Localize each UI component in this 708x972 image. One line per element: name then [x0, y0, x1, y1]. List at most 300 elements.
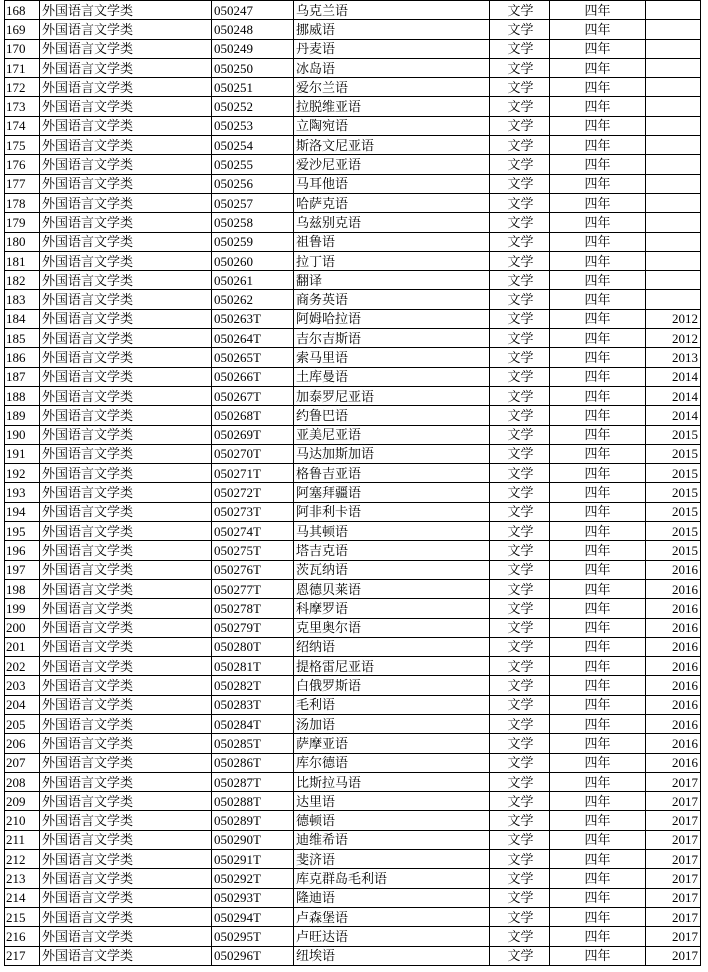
major-name-cell: 白俄罗斯语: [294, 676, 490, 695]
degree-cell: 文学: [490, 329, 550, 348]
duration-cell: 四年: [550, 174, 646, 193]
degree-cell: 文学: [490, 213, 550, 232]
table-row: [5, 657, 701, 676]
major-code-cell: 050287T: [212, 772, 294, 791]
major-code-cell: 050261: [212, 271, 294, 290]
table-row: [5, 58, 701, 77]
year-added-cell: [646, 193, 701, 212]
table-row: [5, 541, 701, 560]
category-cell: 外国语言文学类: [40, 116, 212, 135]
major-name-cell: 卢森堡语: [294, 907, 490, 926]
table-row: [5, 367, 701, 386]
table-row: [5, 850, 701, 869]
degree-cell: 文学: [490, 425, 550, 444]
table-row: [5, 714, 701, 733]
category-cell: 外国语言文学类: [40, 39, 212, 58]
row-number: 171: [5, 58, 40, 77]
row-number: 182: [5, 271, 40, 290]
table-row: [5, 830, 701, 849]
major-code-cell: 050276T: [212, 560, 294, 579]
row-number: 174: [5, 116, 40, 135]
category-cell: 外国语言文学类: [40, 811, 212, 830]
category-cell: 外国语言文学类: [40, 20, 212, 39]
duration-cell: 四年: [550, 367, 646, 386]
major-name-cell: 土库曼语: [294, 367, 490, 386]
table-row: [5, 193, 701, 212]
degree-cell: 文学: [490, 1, 550, 20]
category-cell: 外国语言文学类: [40, 850, 212, 869]
year-added-cell: [646, 290, 701, 309]
category-cell: 外国语言文学类: [40, 425, 212, 444]
category-cell: 外国语言文学类: [40, 251, 212, 270]
category-cell: 外国语言文学类: [40, 907, 212, 926]
degree-cell: 文学: [490, 271, 550, 290]
category-cell: 外国语言文学类: [40, 232, 212, 251]
year-added-cell: [646, 271, 701, 290]
category-cell: 外国语言文学类: [40, 618, 212, 637]
table-row: [5, 734, 701, 753]
major-name-cell: 拉脱维亚语: [294, 97, 490, 116]
degree-cell: 文学: [490, 78, 550, 97]
major-catalog-table: [4, 0, 701, 966]
major-code-cell: 050268T: [212, 406, 294, 425]
degree-cell: 文学: [490, 464, 550, 483]
major-name-cell: 马达加斯加语: [294, 444, 490, 463]
major-code-cell: 050254: [212, 136, 294, 155]
table-row: [5, 136, 701, 155]
major-code-cell: 050271T: [212, 464, 294, 483]
major-name-cell: 库克群岛毛利语: [294, 869, 490, 888]
duration-cell: 四年: [550, 78, 646, 97]
row-number: 195: [5, 522, 40, 541]
major-name-cell: 茨瓦纳语: [294, 560, 490, 579]
year-added-cell: 2017: [646, 830, 701, 849]
table-row: [5, 560, 701, 579]
row-number: 188: [5, 386, 40, 405]
category-cell: 外国语言文学类: [40, 367, 212, 386]
table-row: [5, 888, 701, 907]
duration-cell: 四年: [550, 637, 646, 656]
year-added-cell: 2016: [646, 676, 701, 695]
row-number: 176: [5, 155, 40, 174]
table-row: [5, 464, 701, 483]
year-added-cell: [646, 1, 701, 20]
year-added-cell: [646, 136, 701, 155]
degree-cell: 文学: [490, 39, 550, 58]
row-number: 205: [5, 714, 40, 733]
table-row: [5, 290, 701, 309]
year-added-cell: [646, 58, 701, 77]
degree-cell: 文学: [490, 97, 550, 116]
row-number: 187: [5, 367, 40, 386]
year-added-cell: 2016: [646, 618, 701, 637]
duration-cell: 四年: [550, 753, 646, 772]
year-added-cell: [646, 251, 701, 270]
category-cell: 外国语言文学类: [40, 174, 212, 193]
row-number: 179: [5, 213, 40, 232]
major-name-cell: 加泰罗尼亚语: [294, 386, 490, 405]
duration-cell: 四年: [550, 39, 646, 58]
year-added-cell: 2012: [646, 329, 701, 348]
row-number: 170: [5, 39, 40, 58]
table-row: [5, 39, 701, 58]
major-name-cell: 库尔德语: [294, 753, 490, 772]
degree-cell: 文学: [490, 560, 550, 579]
year-added-cell: 2017: [646, 850, 701, 869]
major-code-cell: 050273T: [212, 502, 294, 521]
year-added-cell: [646, 78, 701, 97]
major-code-cell: 050249: [212, 39, 294, 58]
major-name-cell: 科摩罗语: [294, 599, 490, 618]
major-name-cell: 拉丁语: [294, 251, 490, 270]
category-cell: 外国语言文学类: [40, 522, 212, 541]
category-cell: 外国语言文学类: [40, 869, 212, 888]
category-cell: 外国语言文学类: [40, 714, 212, 733]
row-number: 201: [5, 637, 40, 656]
major-code-cell: 050247: [212, 1, 294, 20]
category-cell: 外国语言文学类: [40, 734, 212, 753]
major-name-cell: 乌克兰语: [294, 1, 490, 20]
degree-cell: 文学: [490, 637, 550, 656]
degree-cell: 文学: [490, 618, 550, 637]
category-cell: 外国语言文学类: [40, 502, 212, 521]
category-cell: 外国语言文学类: [40, 193, 212, 212]
major-name-cell: 斐济语: [294, 850, 490, 869]
category-cell: 外国语言文学类: [40, 579, 212, 598]
row-number: 186: [5, 348, 40, 367]
major-code-cell: 050256: [212, 174, 294, 193]
major-code-cell: 050293T: [212, 888, 294, 907]
year-added-cell: 2015: [646, 522, 701, 541]
major-name-cell: 阿非利卡语: [294, 502, 490, 521]
row-number: 217: [5, 946, 40, 965]
duration-cell: 四年: [550, 676, 646, 695]
major-name-cell: 祖鲁语: [294, 232, 490, 251]
year-added-cell: [646, 20, 701, 39]
row-number: 184: [5, 309, 40, 328]
year-added-cell: [646, 174, 701, 193]
duration-cell: 四年: [550, 348, 646, 367]
table-row: [5, 927, 701, 946]
duration-cell: 四年: [550, 155, 646, 174]
category-cell: 外国语言文学类: [40, 155, 212, 174]
row-number: 203: [5, 676, 40, 695]
table-row: [5, 174, 701, 193]
table-row: [5, 213, 701, 232]
year-added-cell: 2017: [646, 888, 701, 907]
major-code-cell: 050267T: [212, 386, 294, 405]
duration-cell: 四年: [550, 907, 646, 926]
degree-cell: 文学: [490, 406, 550, 425]
year-added-cell: 2013: [646, 348, 701, 367]
duration-cell: 四年: [550, 869, 646, 888]
degree-cell: 文学: [490, 888, 550, 907]
category-cell: 外国语言文学类: [40, 792, 212, 811]
degree-cell: 文学: [490, 869, 550, 888]
table-row: [5, 946, 701, 965]
row-number: 210: [5, 811, 40, 830]
year-added-cell: 2017: [646, 772, 701, 791]
major-code-cell: 050262: [212, 290, 294, 309]
major-name-cell: 阿姆哈拉语: [294, 309, 490, 328]
degree-cell: 文学: [490, 136, 550, 155]
row-number: 202: [5, 657, 40, 676]
major-name-cell: 提格雷尼亚语: [294, 657, 490, 676]
row-number: 212: [5, 850, 40, 869]
major-code-cell: 050286T: [212, 753, 294, 772]
year-added-cell: 2014: [646, 406, 701, 425]
major-name-cell: 吉尔吉斯语: [294, 329, 490, 348]
major-code-cell: 050253: [212, 116, 294, 135]
row-number: 204: [5, 695, 40, 714]
table-row: [5, 599, 701, 618]
year-added-cell: 2016: [646, 714, 701, 733]
duration-cell: 四年: [550, 714, 646, 733]
duration-cell: 四年: [550, 483, 646, 502]
category-cell: 外国语言文学类: [40, 329, 212, 348]
category-cell: 外国语言文学类: [40, 97, 212, 116]
table-row: [5, 309, 701, 328]
major-code-cell: 050285T: [212, 734, 294, 753]
category-cell: 外国语言文学类: [40, 772, 212, 791]
major-name-cell: 迪维希语: [294, 830, 490, 849]
major-name-cell: 哈萨克语: [294, 193, 490, 212]
category-cell: 外国语言文学类: [40, 271, 212, 290]
major-name-cell: 冰岛语: [294, 58, 490, 77]
degree-cell: 文学: [490, 657, 550, 676]
duration-cell: 四年: [550, 618, 646, 637]
year-added-cell: 2016: [646, 734, 701, 753]
duration-cell: 四年: [550, 830, 646, 849]
degree-cell: 文学: [490, 290, 550, 309]
row-number: 199: [5, 599, 40, 618]
table-row: [5, 811, 701, 830]
year-added-cell: 2014: [646, 386, 701, 405]
row-number: 209: [5, 792, 40, 811]
row-number: 211: [5, 830, 40, 849]
major-code-cell: 050280T: [212, 637, 294, 656]
major-name-cell: 隆迪语: [294, 888, 490, 907]
row-number: 177: [5, 174, 40, 193]
year-added-cell: 2017: [646, 811, 701, 830]
year-added-cell: 2017: [646, 907, 701, 926]
table-row: [5, 502, 701, 521]
degree-cell: 文学: [490, 20, 550, 39]
row-number: 198: [5, 579, 40, 598]
major-code-cell: 050282T: [212, 676, 294, 695]
row-number: 206: [5, 734, 40, 753]
table-row: [5, 116, 701, 135]
degree-cell: 文学: [490, 251, 550, 270]
year-added-cell: 2015: [646, 464, 701, 483]
major-name-cell: 毛利语: [294, 695, 490, 714]
major-name-cell: 克里奥尔语: [294, 618, 490, 637]
degree-cell: 文学: [490, 155, 550, 174]
table-row: [5, 329, 701, 348]
table-row: [5, 155, 701, 174]
category-cell: 外国语言文学类: [40, 1, 212, 20]
duration-cell: 四年: [550, 136, 646, 155]
major-name-cell: 纽埃语: [294, 946, 490, 965]
degree-cell: 文学: [490, 850, 550, 869]
duration-cell: 四年: [550, 213, 646, 232]
major-code-cell: 050269T: [212, 425, 294, 444]
duration-cell: 四年: [550, 329, 646, 348]
major-code-cell: 050252: [212, 97, 294, 116]
major-code-cell: 050274T: [212, 522, 294, 541]
category-cell: 外国语言文学类: [40, 136, 212, 155]
category-cell: 外国语言文学类: [40, 637, 212, 656]
year-added-cell: 2016: [646, 579, 701, 598]
duration-cell: 四年: [550, 502, 646, 521]
row-number: 192: [5, 464, 40, 483]
degree-cell: 文学: [490, 695, 550, 714]
major-code-cell: 050263T: [212, 309, 294, 328]
duration-cell: 四年: [550, 386, 646, 405]
degree-cell: 文学: [490, 714, 550, 733]
major-code-cell: 050295T: [212, 927, 294, 946]
major-name-cell: 汤加语: [294, 714, 490, 733]
degree-cell: 文学: [490, 174, 550, 193]
major-code-cell: 050283T: [212, 695, 294, 714]
duration-cell: 四年: [550, 811, 646, 830]
duration-cell: 四年: [550, 1, 646, 20]
duration-cell: 四年: [550, 290, 646, 309]
duration-cell: 四年: [550, 193, 646, 212]
category-cell: 外国语言文学类: [40, 599, 212, 618]
major-name-cell: 商务英语: [294, 290, 490, 309]
major-code-cell: 050250: [212, 58, 294, 77]
major-name-cell: 卢旺达语: [294, 927, 490, 946]
row-number: 208: [5, 772, 40, 791]
degree-cell: 文学: [490, 193, 550, 212]
row-number: 197: [5, 560, 40, 579]
category-cell: 外国语言文学类: [40, 676, 212, 695]
major-name-cell: 爱尔兰语: [294, 78, 490, 97]
major-name-cell: 达里语: [294, 792, 490, 811]
table-row: [5, 444, 701, 463]
duration-cell: 四年: [550, 657, 646, 676]
table-row: [5, 97, 701, 116]
category-cell: 外国语言文学类: [40, 946, 212, 965]
row-number: 214: [5, 888, 40, 907]
row-number: 207: [5, 753, 40, 772]
duration-cell: 四年: [550, 425, 646, 444]
category-cell: 外国语言文学类: [40, 309, 212, 328]
table-row: [5, 579, 701, 598]
table-row: [5, 386, 701, 405]
row-number: 189: [5, 406, 40, 425]
table-row: [5, 618, 701, 637]
row-number: 193: [5, 483, 40, 502]
row-number: 216: [5, 927, 40, 946]
duration-cell: 四年: [550, 522, 646, 541]
year-added-cell: 2017: [646, 946, 701, 965]
duration-cell: 四年: [550, 20, 646, 39]
degree-cell: 文学: [490, 348, 550, 367]
table-row: [5, 348, 701, 367]
major-name-cell: 塔吉克语: [294, 541, 490, 560]
degree-cell: 文学: [490, 907, 550, 926]
major-name-cell: 索马里语: [294, 348, 490, 367]
degree-cell: 文学: [490, 367, 550, 386]
row-number: 175: [5, 136, 40, 155]
major-name-cell: 约鲁巴语: [294, 406, 490, 425]
major-code-cell: 050288T: [212, 792, 294, 811]
major-code-cell: 050255: [212, 155, 294, 174]
row-number: 213: [5, 869, 40, 888]
major-name-cell: 马耳他语: [294, 174, 490, 193]
year-added-cell: [646, 232, 701, 251]
degree-cell: 文学: [490, 309, 550, 328]
row-number: 194: [5, 502, 40, 521]
year-added-cell: [646, 213, 701, 232]
duration-cell: 四年: [550, 772, 646, 791]
row-number: 178: [5, 193, 40, 212]
major-code-cell: 050264T: [212, 329, 294, 348]
duration-cell: 四年: [550, 888, 646, 907]
major-code-cell: 050265T: [212, 348, 294, 367]
degree-cell: 文学: [490, 676, 550, 695]
major-code-cell: 050291T: [212, 850, 294, 869]
duration-cell: 四年: [550, 406, 646, 425]
major-name-cell: 阿塞拜疆语: [294, 483, 490, 502]
table-row: [5, 232, 701, 251]
duration-cell: 四年: [550, 116, 646, 135]
duration-cell: 四年: [550, 695, 646, 714]
major-code-cell: 050290T: [212, 830, 294, 849]
year-added-cell: 2015: [646, 444, 701, 463]
major-code-cell: 050272T: [212, 483, 294, 502]
degree-cell: 文学: [490, 579, 550, 598]
row-number: 168: [5, 1, 40, 20]
duration-cell: 四年: [550, 309, 646, 328]
degree-cell: 文学: [490, 772, 550, 791]
row-number: 196: [5, 541, 40, 560]
major-name-cell: 翻译: [294, 271, 490, 290]
duration-cell: 四年: [550, 734, 646, 753]
major-code-cell: 050260: [212, 251, 294, 270]
category-cell: 外国语言文学类: [40, 657, 212, 676]
major-name-cell: 乌兹别克语: [294, 213, 490, 232]
table-row: [5, 483, 701, 502]
major-code-cell: 050251: [212, 78, 294, 97]
major-code-cell: 050278T: [212, 599, 294, 618]
major-name-cell: 萨摩亚语: [294, 734, 490, 753]
duration-cell: 四年: [550, 271, 646, 290]
degree-cell: 文学: [490, 386, 550, 405]
major-code-cell: 050289T: [212, 811, 294, 830]
table-row: [5, 251, 701, 270]
table-row: [5, 753, 701, 772]
major-code-cell: 050284T: [212, 714, 294, 733]
duration-cell: 四年: [550, 927, 646, 946]
category-cell: 外国语言文学类: [40, 386, 212, 405]
table-row: [5, 425, 701, 444]
table-row: [5, 406, 701, 425]
row-number: 181: [5, 251, 40, 270]
duration-cell: 四年: [550, 251, 646, 270]
major-name-cell: 绍纳语: [294, 637, 490, 656]
category-cell: 外国语言文学类: [40, 830, 212, 849]
row-number: 200: [5, 618, 40, 637]
major-name-cell: 挪威语: [294, 20, 490, 39]
major-name-cell: 斯洛文尼亚语: [294, 136, 490, 155]
year-added-cell: 2016: [646, 560, 701, 579]
major-code-cell: 050248: [212, 20, 294, 39]
year-added-cell: 2016: [646, 657, 701, 676]
degree-cell: 文学: [490, 830, 550, 849]
